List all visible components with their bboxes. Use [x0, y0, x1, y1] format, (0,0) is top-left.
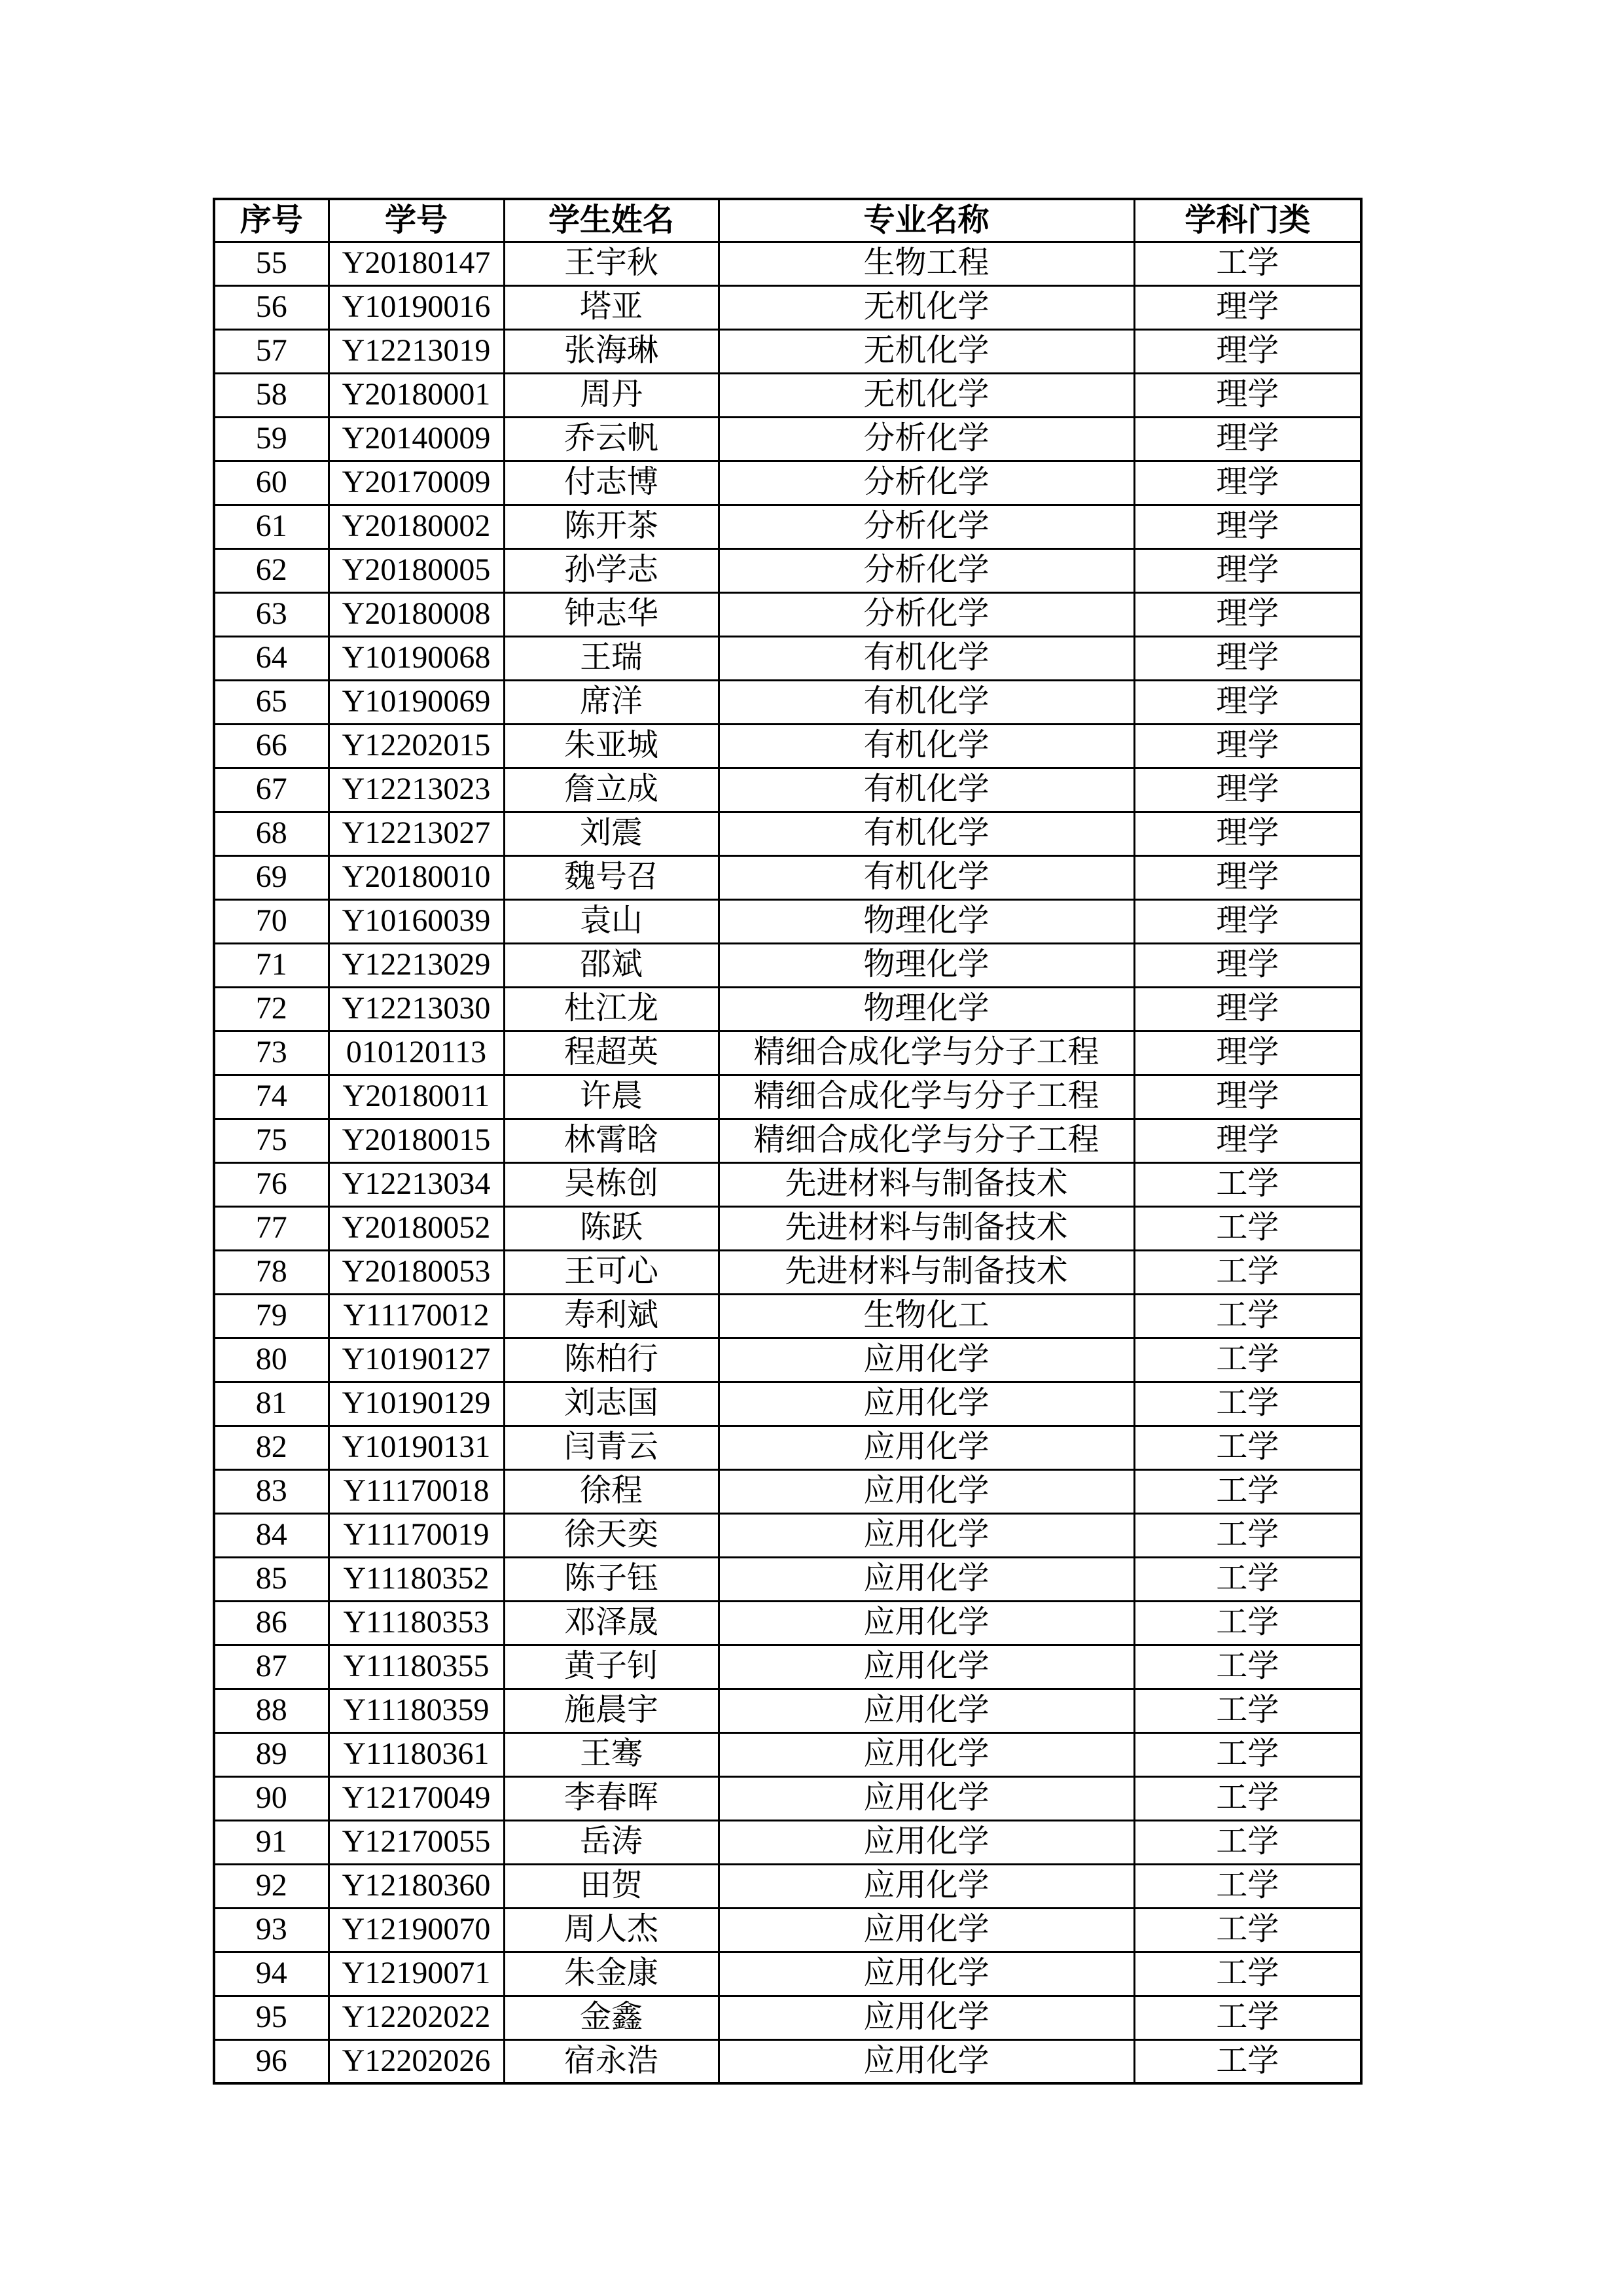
cell-major: 应用化学 [719, 1338, 1134, 1382]
table-row [214, 1952, 1361, 1996]
cell-student-name: 周人杰 [504, 1908, 719, 1952]
cell-index: 64 [214, 636, 329, 680]
table-row [214, 1206, 1361, 1250]
cell-student-name: 陈跃 [504, 1206, 719, 1250]
cell-student-name: 詹立成 [504, 768, 719, 812]
header-major: 专业名称 [719, 199, 1134, 242]
table-row [214, 1601, 1361, 1645]
table-row [214, 1426, 1361, 1469]
table-row [214, 461, 1361, 505]
table-row [214, 1645, 1361, 1689]
cell-student-name: 吴栋创 [504, 1162, 719, 1206]
cell-discipline: 工学 [1134, 1601, 1361, 1645]
cell-student-id: Y12213034 [329, 1162, 504, 1206]
cell-major: 精细合成化学与分子工程 [719, 1119, 1134, 1162]
cell-student-id: Y12190070 [329, 1908, 504, 1952]
table-row [214, 987, 1361, 1031]
cell-student-id: Y12213027 [329, 812, 504, 855]
cell-discipline: 工学 [1134, 1732, 1361, 1776]
cell-discipline: 理学 [1134, 373, 1361, 417]
table-row [214, 899, 1361, 943]
cell-major: 物理化学 [719, 943, 1134, 987]
cell-index: 96 [214, 2039, 329, 2083]
cell-student-name: 朱金康 [504, 1952, 719, 1996]
table-row [214, 1294, 1361, 1338]
header-index: 序号 [214, 199, 329, 242]
cell-discipline: 理学 [1134, 812, 1361, 855]
cell-student-name: 席洋 [504, 680, 719, 724]
cell-discipline: 理学 [1134, 592, 1361, 636]
table-row [214, 1250, 1361, 1294]
cell-index: 73 [214, 1031, 329, 1075]
cell-index: 89 [214, 1732, 329, 1776]
cell-index: 93 [214, 1908, 329, 1952]
cell-index: 55 [214, 242, 329, 285]
cell-index: 83 [214, 1469, 329, 1513]
cell-student-name: 乔云帆 [504, 417, 719, 461]
cell-major: 应用化学 [719, 1513, 1134, 1557]
cell-student-id: Y12213019 [329, 329, 504, 373]
cell-major: 有机化学 [719, 724, 1134, 768]
header-discipline: 学科门类 [1134, 199, 1361, 242]
cell-student-name: 程超英 [504, 1031, 719, 1075]
cell-index: 61 [214, 505, 329, 548]
table-row [214, 548, 1361, 592]
cell-student-name: 邓泽晟 [504, 1601, 719, 1645]
table-row [214, 1469, 1361, 1513]
cell-student-id: Y20180002 [329, 505, 504, 548]
cell-major: 应用化学 [719, 1996, 1134, 2039]
cell-major: 分析化学 [719, 505, 1134, 548]
cell-student-name: 孙学志 [504, 548, 719, 592]
cell-discipline: 工学 [1134, 1382, 1361, 1426]
cell-student-name: 王可心 [504, 1250, 719, 1294]
table-row [214, 1162, 1361, 1206]
cell-index: 59 [214, 417, 329, 461]
cell-student-id: Y12180360 [329, 1864, 504, 1908]
cell-major: 有机化学 [719, 812, 1134, 855]
cell-major: 分析化学 [719, 548, 1134, 592]
cell-index: 80 [214, 1338, 329, 1382]
cell-index: 82 [214, 1426, 329, 1469]
cell-student-id: Y20180005 [329, 548, 504, 592]
table-row [214, 242, 1361, 285]
cell-discipline: 工学 [1134, 1689, 1361, 1732]
cell-major: 先进材料与制备技术 [719, 1162, 1134, 1206]
cell-student-id: Y12170055 [329, 1820, 504, 1864]
table-row [214, 1075, 1361, 1119]
cell-index: 84 [214, 1513, 329, 1557]
cell-student-name: 刘震 [504, 812, 719, 855]
table-row [214, 1732, 1361, 1776]
cell-major: 有机化学 [719, 768, 1134, 812]
cell-student-name: 黄子钊 [504, 1645, 719, 1689]
cell-major: 分析化学 [719, 417, 1134, 461]
table-row [214, 812, 1361, 855]
cell-major: 无机化学 [719, 329, 1134, 373]
cell-major: 物理化学 [719, 899, 1134, 943]
cell-student-name: 陈开茶 [504, 505, 719, 548]
cell-student-id: Y10190129 [329, 1382, 504, 1426]
cell-major: 应用化学 [719, 1908, 1134, 1952]
cell-discipline: 理学 [1134, 329, 1361, 373]
cell-index: 76 [214, 1162, 329, 1206]
table-row [214, 1776, 1361, 1820]
cell-discipline: 理学 [1134, 987, 1361, 1031]
cell-major: 应用化学 [719, 1864, 1134, 1908]
table-row [214, 417, 1361, 461]
cell-index: 94 [214, 1952, 329, 1996]
table-header [214, 199, 1361, 242]
cell-major: 无机化学 [719, 285, 1134, 329]
cell-student-name: 王宇秋 [504, 242, 719, 285]
table-row [214, 680, 1361, 724]
table-row [214, 1996, 1361, 2039]
cell-discipline: 理学 [1134, 899, 1361, 943]
cell-student-id: Y12170049 [329, 1776, 504, 1820]
cell-student-id: Y20180147 [329, 242, 504, 285]
cell-student-name: 张海琳 [504, 329, 719, 373]
cell-student-id: Y20180008 [329, 592, 504, 636]
cell-major: 物理化学 [719, 987, 1134, 1031]
cell-index: 77 [214, 1206, 329, 1250]
cell-major: 应用化学 [719, 1645, 1134, 1689]
cell-student-name: 朱亚城 [504, 724, 719, 768]
cell-discipline: 理学 [1134, 636, 1361, 680]
cell-student-name: 岳涛 [504, 1820, 719, 1864]
cell-major: 应用化学 [719, 1601, 1134, 1645]
cell-student-id: Y12202026 [329, 2039, 504, 2083]
cell-discipline: 理学 [1134, 768, 1361, 812]
student-list-table [213, 198, 1363, 2085]
cell-major: 精细合成化学与分子工程 [719, 1075, 1134, 1119]
cell-index: 88 [214, 1689, 329, 1732]
cell-index: 65 [214, 680, 329, 724]
cell-discipline: 工学 [1134, 1294, 1361, 1338]
cell-major: 无机化学 [719, 373, 1134, 417]
cell-discipline: 工学 [1134, 1206, 1361, 1250]
cell-discipline: 工学 [1134, 1250, 1361, 1294]
cell-index: 78 [214, 1250, 329, 1294]
cell-student-id: Y12213023 [329, 768, 504, 812]
cell-student-id: Y10190016 [329, 285, 504, 329]
cell-major: 精细合成化学与分子工程 [719, 1031, 1134, 1075]
cell-discipline: 工学 [1134, 1557, 1361, 1601]
cell-index: 91 [214, 1820, 329, 1864]
cell-index: 87 [214, 1645, 329, 1689]
cell-discipline: 理学 [1134, 505, 1361, 548]
cell-student-id: Y11180352 [329, 1557, 504, 1601]
table-row [214, 505, 1361, 548]
cell-student-name: 宿永浩 [504, 2039, 719, 2083]
cell-discipline: 理学 [1134, 680, 1361, 724]
cell-index: 71 [214, 943, 329, 987]
cell-index: 63 [214, 592, 329, 636]
table-row [214, 1689, 1361, 1732]
cell-index: 75 [214, 1119, 329, 1162]
table-row [214, 1908, 1361, 1952]
table-row [214, 855, 1361, 899]
cell-major: 应用化学 [719, 1820, 1134, 1864]
cell-major: 应用化学 [719, 1426, 1134, 1469]
cell-major: 应用化学 [719, 1952, 1134, 1996]
cell-student-name: 杜江龙 [504, 987, 719, 1031]
cell-discipline: 理学 [1134, 724, 1361, 768]
cell-student-id: Y20180052 [329, 1206, 504, 1250]
cell-index: 90 [214, 1776, 329, 1820]
cell-student-id: Y20180001 [329, 373, 504, 417]
cell-index: 69 [214, 855, 329, 899]
cell-major: 先进材料与制备技术 [719, 1206, 1134, 1250]
table-row [214, 285, 1361, 329]
cell-student-name: 金鑫 [504, 1996, 719, 2039]
header-student-id: 学号 [329, 199, 504, 242]
cell-student-id: Y10190068 [329, 636, 504, 680]
cell-discipline: 工学 [1134, 1952, 1361, 1996]
cell-major: 有机化学 [719, 855, 1134, 899]
cell-major: 应用化学 [719, 1689, 1134, 1732]
cell-student-name: 王瑞 [504, 636, 719, 680]
cell-discipline: 工学 [1134, 1820, 1361, 1864]
cell-discipline: 工学 [1134, 1338, 1361, 1382]
cell-student-id: Y12213030 [329, 987, 504, 1031]
cell-student-name: 周丹 [504, 373, 719, 417]
table-body [214, 242, 1361, 2083]
cell-index: 86 [214, 1601, 329, 1645]
table-row [214, 1864, 1361, 1908]
cell-index: 58 [214, 373, 329, 417]
cell-index: 57 [214, 329, 329, 373]
cell-discipline: 理学 [1134, 855, 1361, 899]
table-row [214, 329, 1361, 373]
cell-discipline: 工学 [1134, 1513, 1361, 1557]
table-row [214, 768, 1361, 812]
cell-discipline: 理学 [1134, 1119, 1361, 1162]
cell-index: 60 [214, 461, 329, 505]
cell-discipline: 工学 [1134, 242, 1361, 285]
cell-student-id: Y12202015 [329, 724, 504, 768]
cell-index: 85 [214, 1557, 329, 1601]
cell-student-id: Y11180355 [329, 1645, 504, 1689]
cell-major: 生物工程 [719, 242, 1134, 285]
cell-discipline: 理学 [1134, 1031, 1361, 1075]
cell-discipline: 工学 [1134, 1864, 1361, 1908]
cell-discipline: 理学 [1134, 548, 1361, 592]
cell-student-id: Y10190131 [329, 1426, 504, 1469]
cell-major: 应用化学 [719, 1557, 1134, 1601]
table-row [214, 724, 1361, 768]
cell-student-id: Y12202022 [329, 1996, 504, 2039]
cell-student-id: Y20140009 [329, 417, 504, 461]
cell-student-name: 闫青云 [504, 1426, 719, 1469]
table-row [214, 1031, 1361, 1075]
table-row [214, 592, 1361, 636]
cell-student-name: 付志博 [504, 461, 719, 505]
cell-student-id: Y12190071 [329, 1952, 504, 1996]
cell-major: 应用化学 [719, 1469, 1134, 1513]
cell-major: 分析化学 [719, 461, 1134, 505]
cell-index: 67 [214, 768, 329, 812]
cell-student-name: 刘志国 [504, 1382, 719, 1426]
cell-student-id: Y10190069 [329, 680, 504, 724]
table-row [214, 2039, 1361, 2083]
cell-major: 应用化学 [719, 1732, 1134, 1776]
cell-index: 92 [214, 1864, 329, 1908]
cell-index: 95 [214, 1996, 329, 2039]
cell-major: 应用化学 [719, 1382, 1134, 1426]
cell-student-id: 010120113 [329, 1031, 504, 1075]
cell-index: 70 [214, 899, 329, 943]
header-student-name: 学生姓名 [504, 199, 719, 242]
cell-student-id: Y20180053 [329, 1250, 504, 1294]
cell-index: 72 [214, 987, 329, 1031]
cell-discipline: 工学 [1134, 1426, 1361, 1469]
cell-major: 分析化学 [719, 592, 1134, 636]
table-header-row [214, 199, 1361, 242]
cell-index: 56 [214, 285, 329, 329]
cell-discipline: 理学 [1134, 417, 1361, 461]
cell-index: 66 [214, 724, 329, 768]
cell-index: 79 [214, 1294, 329, 1338]
cell-discipline: 理学 [1134, 285, 1361, 329]
table-row [214, 1820, 1361, 1864]
cell-major: 先进材料与制备技术 [719, 1250, 1134, 1294]
cell-discipline: 理学 [1134, 1075, 1361, 1119]
cell-student-name: 施晨宇 [504, 1689, 719, 1732]
cell-student-id: Y11180361 [329, 1732, 504, 1776]
cell-index: 62 [214, 548, 329, 592]
cell-student-name: 袁山 [504, 899, 719, 943]
cell-student-id: Y20180015 [329, 1119, 504, 1162]
cell-student-name: 许晨 [504, 1075, 719, 1119]
cell-discipline: 工学 [1134, 1776, 1361, 1820]
table-row [214, 373, 1361, 417]
cell-discipline: 工学 [1134, 1996, 1361, 2039]
table-row [214, 1557, 1361, 1601]
table-row [214, 1382, 1361, 1426]
cell-discipline: 工学 [1134, 1908, 1361, 1952]
cell-student-id: Y20170009 [329, 461, 504, 505]
cell-student-name: 王骞 [504, 1732, 719, 1776]
cell-student-id: Y11180359 [329, 1689, 504, 1732]
cell-student-id: Y12213029 [329, 943, 504, 987]
cell-student-name: 林霄晗 [504, 1119, 719, 1162]
cell-discipline: 工学 [1134, 1645, 1361, 1689]
cell-index: 81 [214, 1382, 329, 1426]
cell-student-name: 徐程 [504, 1469, 719, 1513]
cell-discipline: 理学 [1134, 943, 1361, 987]
cell-student-name: 徐天奕 [504, 1513, 719, 1557]
cell-student-id: Y20180010 [329, 855, 504, 899]
cell-student-id: Y10190127 [329, 1338, 504, 1382]
cell-index: 74 [214, 1075, 329, 1119]
cell-student-id: Y10160039 [329, 899, 504, 943]
cell-student-name: 塔亚 [504, 285, 719, 329]
table-row [214, 636, 1361, 680]
cell-student-name: 李春晖 [504, 1776, 719, 1820]
cell-student-name: 田贺 [504, 1864, 719, 1908]
cell-student-name: 陈柏行 [504, 1338, 719, 1382]
cell-discipline: 工学 [1134, 1162, 1361, 1206]
cell-student-name: 魏号召 [504, 855, 719, 899]
cell-student-name: 邵斌 [504, 943, 719, 987]
table-row [214, 1513, 1361, 1557]
cell-student-id: Y11170012 [329, 1294, 504, 1338]
table-row [214, 943, 1361, 987]
cell-student-name: 寿利斌 [504, 1294, 719, 1338]
cell-major: 有机化学 [719, 680, 1134, 724]
cell-index: 68 [214, 812, 329, 855]
cell-student-id: Y11170019 [329, 1513, 504, 1557]
table-row [214, 1338, 1361, 1382]
table-row [214, 1119, 1361, 1162]
cell-student-name: 陈子钰 [504, 1557, 719, 1601]
cell-major: 有机化学 [719, 636, 1134, 680]
cell-student-id: Y11180353 [329, 1601, 504, 1645]
cell-discipline: 工学 [1134, 1469, 1361, 1513]
cell-student-name: 钟志华 [504, 592, 719, 636]
cell-major: 生物化工 [719, 1294, 1134, 1338]
cell-discipline: 理学 [1134, 461, 1361, 505]
cell-major: 应用化学 [719, 1776, 1134, 1820]
cell-student-id: Y20180011 [329, 1075, 504, 1119]
cell-student-id: Y11170018 [329, 1469, 504, 1513]
cell-major: 应用化学 [719, 2039, 1134, 2083]
cell-discipline: 工学 [1134, 2039, 1361, 2083]
